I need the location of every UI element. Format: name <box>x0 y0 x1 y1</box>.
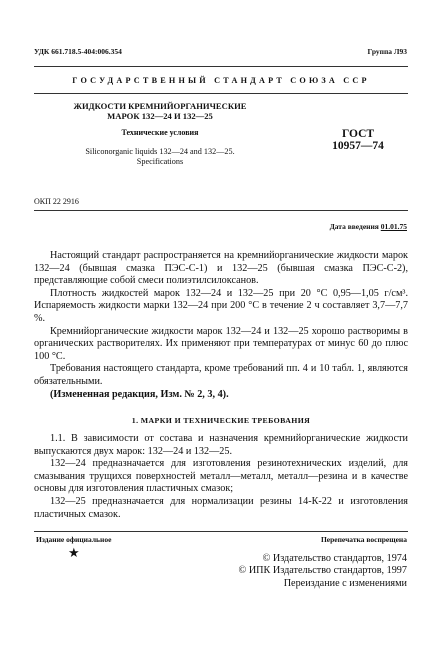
introduction-date <box>330 222 407 231</box>
english-title-line-2: Specifications <box>136 157 184 166</box>
udk-code: УДК 661.718.5-404:006.354 <box>34 47 122 56</box>
footer-divider <box>34 531 408 532</box>
top-divider <box>34 66 408 67</box>
star-icon: ★ <box>68 545 80 560</box>
banner-divider <box>34 93 408 94</box>
clause-grade-132-25: 132—25 предназначается для нормализации резины 14-К-22 и изготовления пластичных смазок. <box>34 495 408 520</box>
gost-label: ГОСТ <box>341 128 375 140</box>
intro-date-label: Дата введения <box>329 222 379 231</box>
title-line-2: МАРОК 132—24 И 132—25 <box>107 111 213 121</box>
paragraph-solubility: Кремнийорганические жидкости марок 132—24 и 132—25 хорошо растворимы в органических растворителях. Их применяют при температурах от минус 60 до плюс 100 °С. <box>34 325 408 362</box>
clause-1-1: 1.1. В зависимости от состава и назначения кремнийорганические жидкости выпускаются двух марок: 132—24 и 132—25. <box>34 433 408 457</box>
official-edition: Издание официальное <box>36 535 112 544</box>
english-title-line-1: Siliconorganic liquids 132—24 and 132—25. <box>85 147 235 156</box>
reprint-forbidden: Перепечатка воспрещена <box>320 535 407 544</box>
title-block <box>50 101 270 167</box>
paragraph-amendment: (Измененная редакция, Изм. № 2, 3, 4). <box>50 388 229 400</box>
document-subtitle: Технические условия <box>121 128 199 137</box>
copyright-1997: © ИПК Издательство стандартов, 1997 <box>238 565 407 577</box>
gost-number: 10957—74 <box>332 140 384 152</box>
paragraph-density: Плотность жидкостей марок 132—24 и 132—25 при 20 °С 0,95—1,05 г/см³. Испаряемость жидкости марки 132—24 при 200 °С в течение 2 ч составляет 3,7—7,7 %. <box>34 287 408 324</box>
intro-date-value: 01.01.75 <box>380 222 407 231</box>
intro-text <box>34 250 408 401</box>
reissue-note: Переиздание с изменениями <box>283 577 407 589</box>
title-line-1: ЖИДКОСТИ КРЕМНИЙОРГАНИЧЕСКИЕ <box>73 101 247 111</box>
okp-divider <box>34 210 408 211</box>
paragraph-scope: Настоящий стандарт распространяется на кремнийорганические жидкости марок 132—24 (бывшая смазка ПЭС-С-1) и 132—25 (бывшая смазка ПЭС-С-2), представляющие собой смеси полиэтилсилоксанов. <box>34 250 408 287</box>
copyright-1974: © Издательство стандартов, 1974 <box>262 553 407 564</box>
copyright-block <box>239 553 407 590</box>
section-1-text <box>34 433 408 521</box>
clause-grade-132-24: 132—24 предназначается для изготовления резинотехнических изделий, для смазывания трущихся поверхностей металл—металл, металл—резина и в качестве основы для изготовления пластичных смазок; <box>34 458 408 495</box>
gost-designation <box>318 128 398 152</box>
group-code: Группа Л93 <box>367 47 407 56</box>
standard-banner: ГОСУДАРСТВЕННЫЙ СТАНДАРТ СОЮЗА ССР <box>72 76 370 85</box>
paragraph-requirements: Требования настоящего стандарта, кроме требований пп. 4 и 10 табл. 1, являются обязательными. <box>34 363 408 387</box>
okp-code: ОКП 22 2916 <box>34 197 79 206</box>
section-1-heading: 1. МАРКИ И ТЕХНИЧЕСКИЕ ТРЕБОВАНИЯ <box>131 416 311 425</box>
